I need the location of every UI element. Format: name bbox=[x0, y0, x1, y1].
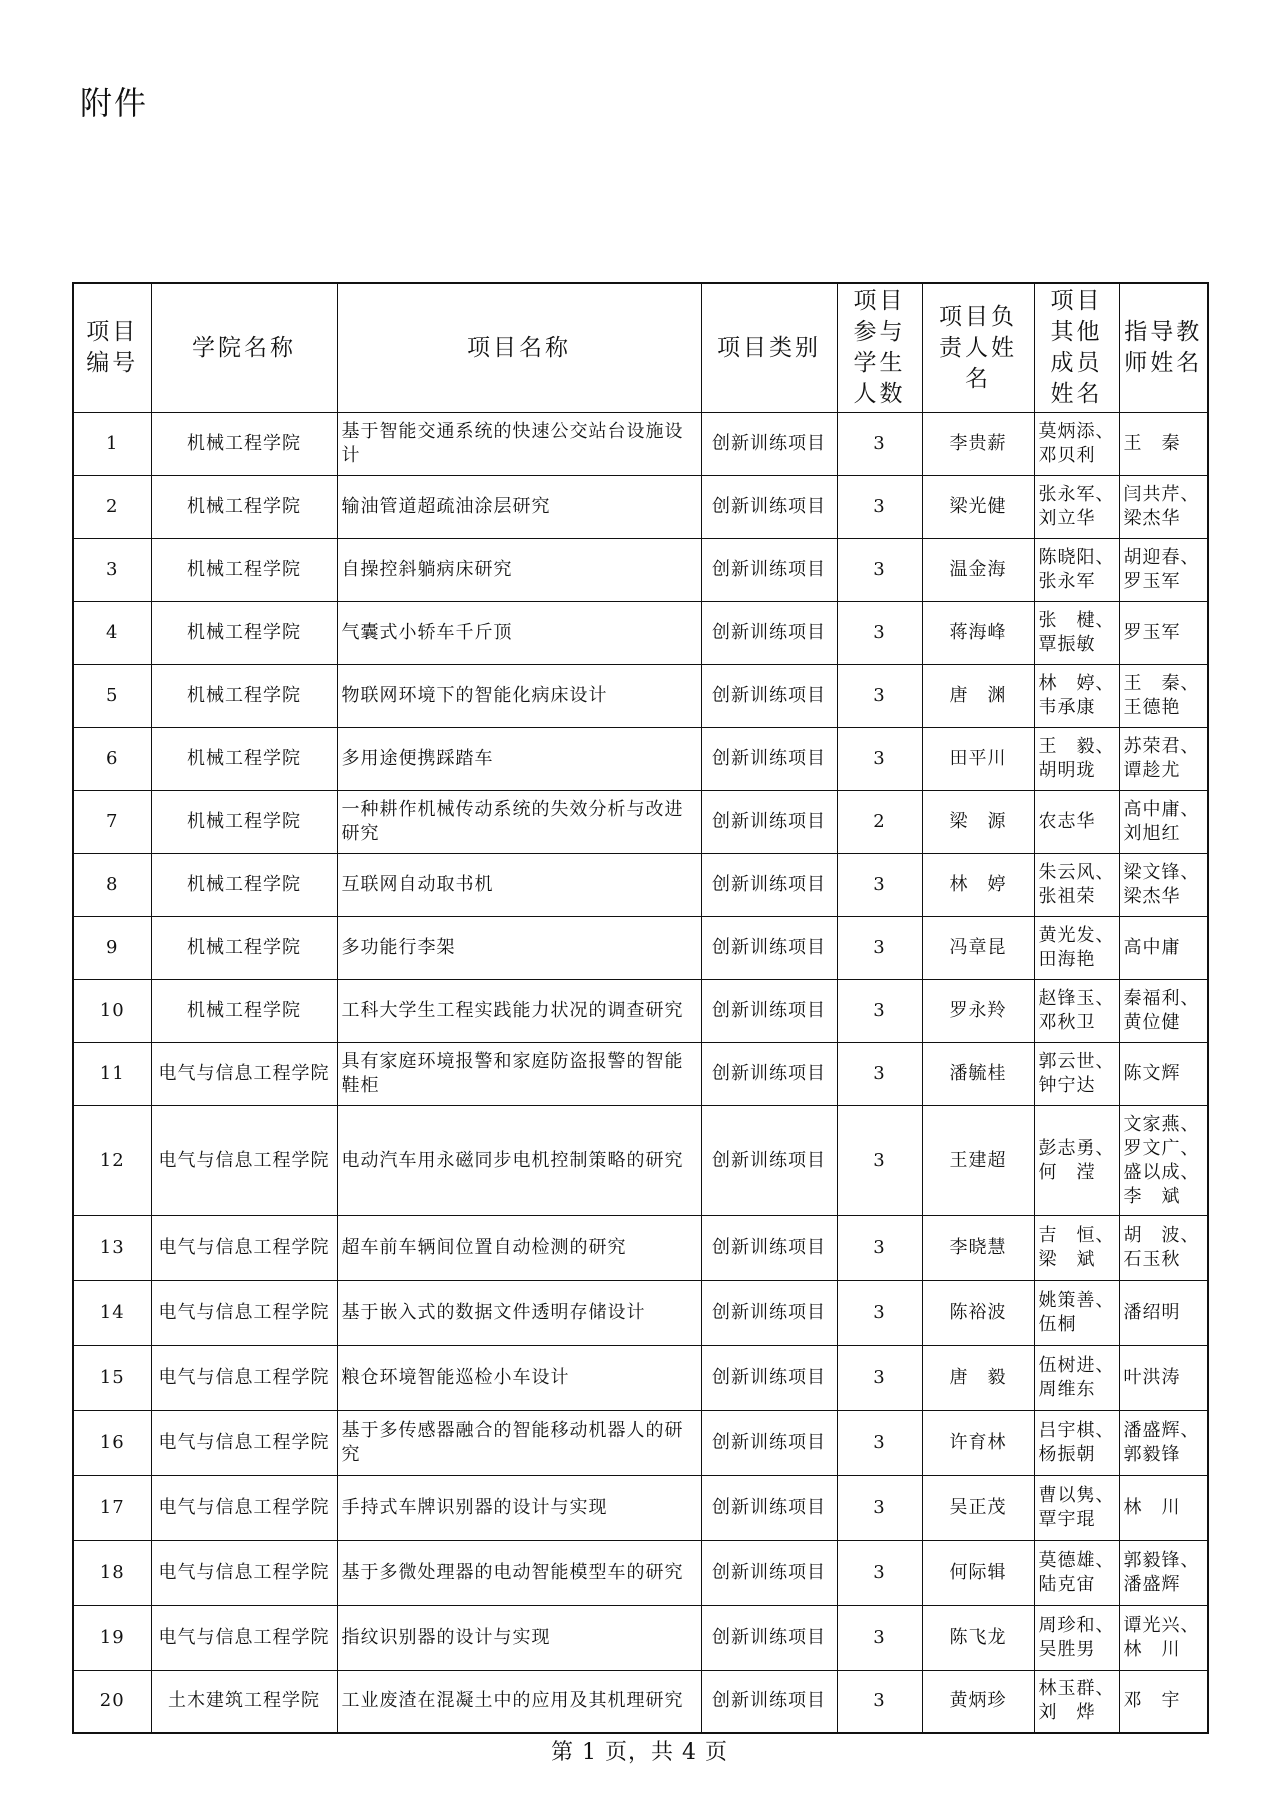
cell-members: 吉 恒、梁 斌 bbox=[1034, 1216, 1119, 1281]
cell-project-type: 创新训练项目 bbox=[701, 854, 837, 917]
cell-leader: 李晓慧 bbox=[922, 1216, 1034, 1281]
cell-leader: 李贵薪 bbox=[922, 413, 1034, 476]
cell-project-name: 基于嵌入式的数据文件透明存储设计 bbox=[337, 1281, 701, 1346]
page-footer: 第 1 页，共 4 页 bbox=[551, 1740, 728, 1765]
header-leader: 项目负责人姓名 bbox=[922, 283, 1034, 413]
cell-members: 莫德雄、陆克宙 bbox=[1034, 1541, 1119, 1606]
cell-student-count: 3 bbox=[837, 728, 922, 791]
table-row bbox=[73, 917, 1208, 980]
cell-leader: 温金海 bbox=[922, 539, 1034, 602]
cell-members: 姚策善、伍桐 bbox=[1034, 1281, 1119, 1346]
table-row bbox=[73, 413, 1208, 476]
cell-student-count: 3 bbox=[837, 1671, 922, 1733]
cell-project-type: 创新训练项目 bbox=[701, 1106, 837, 1216]
cell-student-count: 3 bbox=[837, 1106, 922, 1216]
cell-project-name: 基于多微处理器的电动智能模型车的研究 bbox=[337, 1541, 701, 1606]
cell-advisor: 郭毅锋、潘盛辉 bbox=[1119, 1541, 1208, 1606]
cell-leader: 梁 源 bbox=[922, 791, 1034, 854]
attachment-label: 附件 bbox=[80, 84, 149, 122]
cell-project-type: 创新训练项目 bbox=[701, 1043, 837, 1106]
cell-project-type: 创新训练项目 bbox=[701, 1476, 837, 1541]
table-row bbox=[73, 854, 1208, 917]
cell-project-id: 12 bbox=[73, 1106, 151, 1216]
header-college: 学院名称 bbox=[151, 283, 337, 413]
cell-student-count: 3 bbox=[837, 1043, 922, 1106]
cell-college: 机械工程学院 bbox=[151, 665, 337, 728]
cell-project-id: 16 bbox=[73, 1411, 151, 1476]
cell-advisor: 叶洪涛 bbox=[1119, 1346, 1208, 1411]
header-student-count: 项目参与学生人数 bbox=[837, 283, 922, 413]
cell-members: 赵锋玉、邓秋卫 bbox=[1034, 980, 1119, 1043]
cell-project-id: 3 bbox=[73, 539, 151, 602]
table-body bbox=[73, 413, 1208, 1733]
cell-advisor: 梁文锋、梁杰华 bbox=[1119, 854, 1208, 917]
cell-project-name: 指纹识别器的设计与实现 bbox=[337, 1606, 701, 1671]
cell-project-name: 电动汽车用永磁同步电机控制策略的研究 bbox=[337, 1106, 701, 1216]
cell-advisor: 林 川 bbox=[1119, 1476, 1208, 1541]
project-table bbox=[72, 282, 1209, 1734]
cell-college: 电气与信息工程学院 bbox=[151, 1346, 337, 1411]
table-row bbox=[73, 1216, 1208, 1281]
cell-members: 彭志勇、何 滢 bbox=[1034, 1106, 1119, 1216]
cell-leader: 陈飞龙 bbox=[922, 1606, 1034, 1671]
cell-college: 电气与信息工程学院 bbox=[151, 1106, 337, 1216]
cell-project-name: 多功能行李架 bbox=[337, 917, 701, 980]
cell-project-type: 创新训练项目 bbox=[701, 1281, 837, 1346]
header-advisor: 指导教师姓名 bbox=[1119, 283, 1208, 413]
cell-project-id: 1 bbox=[73, 413, 151, 476]
cell-project-id: 7 bbox=[73, 791, 151, 854]
cell-members: 曹以隽、覃宇琨 bbox=[1034, 1476, 1119, 1541]
cell-project-id: 17 bbox=[73, 1476, 151, 1541]
header-project-name: 项目名称 bbox=[337, 283, 701, 413]
table-header-row bbox=[73, 283, 1208, 413]
cell-leader: 田平川 bbox=[922, 728, 1034, 791]
cell-advisor: 邓 宇 bbox=[1119, 1671, 1208, 1733]
cell-college: 机械工程学院 bbox=[151, 791, 337, 854]
cell-project-type: 创新训练项目 bbox=[701, 1541, 837, 1606]
cell-leader: 潘毓桂 bbox=[922, 1043, 1034, 1106]
cell-college: 土木建筑工程学院 bbox=[151, 1671, 337, 1733]
cell-college: 电气与信息工程学院 bbox=[151, 1541, 337, 1606]
cell-project-type: 创新训练项目 bbox=[701, 1346, 837, 1411]
cell-college: 电气与信息工程学院 bbox=[151, 1043, 337, 1106]
cell-advisor: 潘盛辉、郭毅锋 bbox=[1119, 1411, 1208, 1476]
cell-college: 机械工程学院 bbox=[151, 602, 337, 665]
cell-project-name: 物联网环境下的智能化病床设计 bbox=[337, 665, 701, 728]
cell-leader: 梁光健 bbox=[922, 476, 1034, 539]
table-row bbox=[73, 1476, 1208, 1541]
cell-members: 伍树进、周维东 bbox=[1034, 1346, 1119, 1411]
cell-project-name: 手持式车牌识别器的设计与实现 bbox=[337, 1476, 701, 1541]
table-row bbox=[73, 1346, 1208, 1411]
cell-project-type: 创新训练项目 bbox=[701, 1606, 837, 1671]
cell-leader: 王建超 bbox=[922, 1106, 1034, 1216]
cell-project-type: 创新训练项目 bbox=[701, 476, 837, 539]
cell-advisor: 陈文辉 bbox=[1119, 1043, 1208, 1106]
cell-advisor: 苏荣君、谭趁尤 bbox=[1119, 728, 1208, 791]
table-row bbox=[73, 980, 1208, 1043]
cell-advisor: 文家燕、罗文广、盛以成、李 斌 bbox=[1119, 1106, 1208, 1216]
cell-leader: 冯章昆 bbox=[922, 917, 1034, 980]
cell-project-name: 气囊式小轿车千斤顶 bbox=[337, 602, 701, 665]
cell-student-count: 3 bbox=[837, 980, 922, 1043]
cell-leader: 黄炳珍 bbox=[922, 1671, 1034, 1733]
cell-college: 电气与信息工程学院 bbox=[151, 1476, 337, 1541]
table-row bbox=[73, 539, 1208, 602]
cell-college: 机械工程学院 bbox=[151, 854, 337, 917]
cell-project-id: 8 bbox=[73, 854, 151, 917]
cell-leader: 何际辑 bbox=[922, 1541, 1034, 1606]
cell-student-count: 3 bbox=[837, 1411, 922, 1476]
cell-project-type: 创新训练项目 bbox=[701, 665, 837, 728]
cell-college: 机械工程学院 bbox=[151, 980, 337, 1043]
cell-project-type: 创新训练项目 bbox=[701, 1671, 837, 1733]
cell-project-id: 4 bbox=[73, 602, 151, 665]
cell-project-type: 创新训练项目 bbox=[701, 1216, 837, 1281]
cell-project-name: 基于智能交通系统的快速公交站台设施设计 bbox=[337, 413, 701, 476]
table-row bbox=[73, 1043, 1208, 1106]
cell-project-id: 10 bbox=[73, 980, 151, 1043]
cell-members: 黄光发、田海艳 bbox=[1034, 917, 1119, 980]
cell-leader: 唐 毅 bbox=[922, 1346, 1034, 1411]
cell-leader: 林 婷 bbox=[922, 854, 1034, 917]
cell-student-count: 3 bbox=[837, 476, 922, 539]
cell-project-name: 基于多传感器融合的智能移动机器人的研究 bbox=[337, 1411, 701, 1476]
cell-project-id: 20 bbox=[73, 1671, 151, 1733]
table-row bbox=[73, 476, 1208, 539]
cell-leader: 蒋海峰 bbox=[922, 602, 1034, 665]
cell-project-name: 具有家庭环境报警和家庭防盗报警的智能鞋柜 bbox=[337, 1043, 701, 1106]
cell-members: 陈晓阳、张永军 bbox=[1034, 539, 1119, 602]
cell-student-count: 3 bbox=[837, 1216, 922, 1281]
cell-members: 张 楗、覃振敏 bbox=[1034, 602, 1119, 665]
cell-leader: 罗永羚 bbox=[922, 980, 1034, 1043]
table-row bbox=[73, 728, 1208, 791]
table-row bbox=[73, 1411, 1208, 1476]
cell-project-name: 多用途便携踩踏车 bbox=[337, 728, 701, 791]
cell-project-type: 创新训练项目 bbox=[701, 917, 837, 980]
cell-advisor: 高中庸、刘旭红 bbox=[1119, 791, 1208, 854]
table-row bbox=[73, 1541, 1208, 1606]
cell-members: 周珍和、吴胜男 bbox=[1034, 1606, 1119, 1671]
cell-project-name: 粮仓环境智能巡检小车设计 bbox=[337, 1346, 701, 1411]
cell-advisor: 谭光兴、林 川 bbox=[1119, 1606, 1208, 1671]
cell-leader: 吴正茂 bbox=[922, 1476, 1034, 1541]
cell-student-count: 3 bbox=[837, 539, 922, 602]
cell-college: 机械工程学院 bbox=[151, 539, 337, 602]
cell-student-count: 3 bbox=[837, 413, 922, 476]
cell-college: 电气与信息工程学院 bbox=[151, 1281, 337, 1346]
cell-project-id: 14 bbox=[73, 1281, 151, 1346]
cell-student-count: 3 bbox=[837, 917, 922, 980]
cell-college: 机械工程学院 bbox=[151, 413, 337, 476]
cell-project-name: 一种耕作机械传动系统的失效分析与改进研究 bbox=[337, 791, 701, 854]
cell-project-name: 输油管道超疏油涂层研究 bbox=[337, 476, 701, 539]
cell-college: 电气与信息工程学院 bbox=[151, 1606, 337, 1671]
cell-student-count: 3 bbox=[837, 665, 922, 728]
cell-project-name: 工科大学生工程实践能力状况的调查研究 bbox=[337, 980, 701, 1043]
cell-college: 电气与信息工程学院 bbox=[151, 1216, 337, 1281]
table-row bbox=[73, 1671, 1208, 1733]
cell-members: 张永军、刘立华 bbox=[1034, 476, 1119, 539]
cell-college: 电气与信息工程学院 bbox=[151, 1411, 337, 1476]
table-row bbox=[73, 1281, 1208, 1346]
cell-project-id: 9 bbox=[73, 917, 151, 980]
cell-project-type: 创新训练项目 bbox=[701, 1411, 837, 1476]
cell-leader: 陈裕波 bbox=[922, 1281, 1034, 1346]
cell-advisor: 潘绍明 bbox=[1119, 1281, 1208, 1346]
cell-student-count: 3 bbox=[837, 1346, 922, 1411]
cell-project-id: 11 bbox=[73, 1043, 151, 1106]
cell-student-count: 3 bbox=[837, 602, 922, 665]
cell-advisor: 胡迎春、罗玉军 bbox=[1119, 539, 1208, 602]
cell-leader: 唐 渊 bbox=[922, 665, 1034, 728]
cell-project-id: 19 bbox=[73, 1606, 151, 1671]
cell-student-count: 3 bbox=[837, 1541, 922, 1606]
cell-project-name: 超车前车辆间位置自动检测的研究 bbox=[337, 1216, 701, 1281]
cell-project-name: 互联网自动取书机 bbox=[337, 854, 701, 917]
cell-project-id: 18 bbox=[73, 1541, 151, 1606]
cell-project-id: 5 bbox=[73, 665, 151, 728]
cell-student-count: 2 bbox=[837, 791, 922, 854]
cell-advisor: 高中庸 bbox=[1119, 917, 1208, 980]
cell-student-count: 3 bbox=[837, 1281, 922, 1346]
cell-members: 林玉群、刘 烨 bbox=[1034, 1671, 1119, 1733]
cell-advisor: 胡 波、石玉秋 bbox=[1119, 1216, 1208, 1281]
header-project-type: 项目类别 bbox=[701, 283, 837, 413]
cell-project-type: 创新训练项目 bbox=[701, 980, 837, 1043]
cell-project-type: 创新训练项目 bbox=[701, 728, 837, 791]
header-project-id: 项目编号 bbox=[73, 283, 151, 413]
cell-members: 林 婷、韦承康 bbox=[1034, 665, 1119, 728]
cell-project-name: 工业废渣在混凝土中的应用及其机理研究 bbox=[337, 1671, 701, 1733]
cell-members: 吕宇棋、杨振朝 bbox=[1034, 1411, 1119, 1476]
header-members: 项目其他成员姓名 bbox=[1034, 283, 1119, 413]
cell-project-id: 15 bbox=[73, 1346, 151, 1411]
cell-project-id: 2 bbox=[73, 476, 151, 539]
cell-members: 朱云风、张祖荣 bbox=[1034, 854, 1119, 917]
table-row bbox=[73, 1106, 1208, 1216]
cell-project-id: 13 bbox=[73, 1216, 151, 1281]
cell-advisor: 秦福利、黄位健 bbox=[1119, 980, 1208, 1043]
cell-members: 郭云世、钟宁达 bbox=[1034, 1043, 1119, 1106]
cell-project-type: 创新训练项目 bbox=[701, 413, 837, 476]
cell-advisor: 王 秦、王德艳 bbox=[1119, 665, 1208, 728]
cell-project-type: 创新训练项目 bbox=[701, 791, 837, 854]
cell-members: 莫炳添、邓贝利 bbox=[1034, 413, 1119, 476]
cell-student-count: 3 bbox=[837, 1476, 922, 1541]
cell-advisor: 闫共芹、梁杰华 bbox=[1119, 476, 1208, 539]
cell-project-name: 自操控斜躺病床研究 bbox=[337, 539, 701, 602]
cell-advisor: 罗玉军 bbox=[1119, 602, 1208, 665]
cell-college: 机械工程学院 bbox=[151, 728, 337, 791]
cell-project-id: 6 bbox=[73, 728, 151, 791]
cell-leader: 许育林 bbox=[922, 1411, 1034, 1476]
cell-advisor: 王 秦 bbox=[1119, 413, 1208, 476]
cell-project-type: 创新训练项目 bbox=[701, 602, 837, 665]
cell-college: 机械工程学院 bbox=[151, 476, 337, 539]
table-row bbox=[73, 1606, 1208, 1671]
cell-members: 王 毅、胡明珑 bbox=[1034, 728, 1119, 791]
cell-student-count: 3 bbox=[837, 1606, 922, 1671]
cell-members: 农志华 bbox=[1034, 791, 1119, 854]
table-row bbox=[73, 791, 1208, 854]
table-row bbox=[73, 602, 1208, 665]
table-row bbox=[73, 665, 1208, 728]
cell-college: 机械工程学院 bbox=[151, 917, 337, 980]
cell-project-type: 创新训练项目 bbox=[701, 539, 837, 602]
cell-student-count: 3 bbox=[837, 854, 922, 917]
